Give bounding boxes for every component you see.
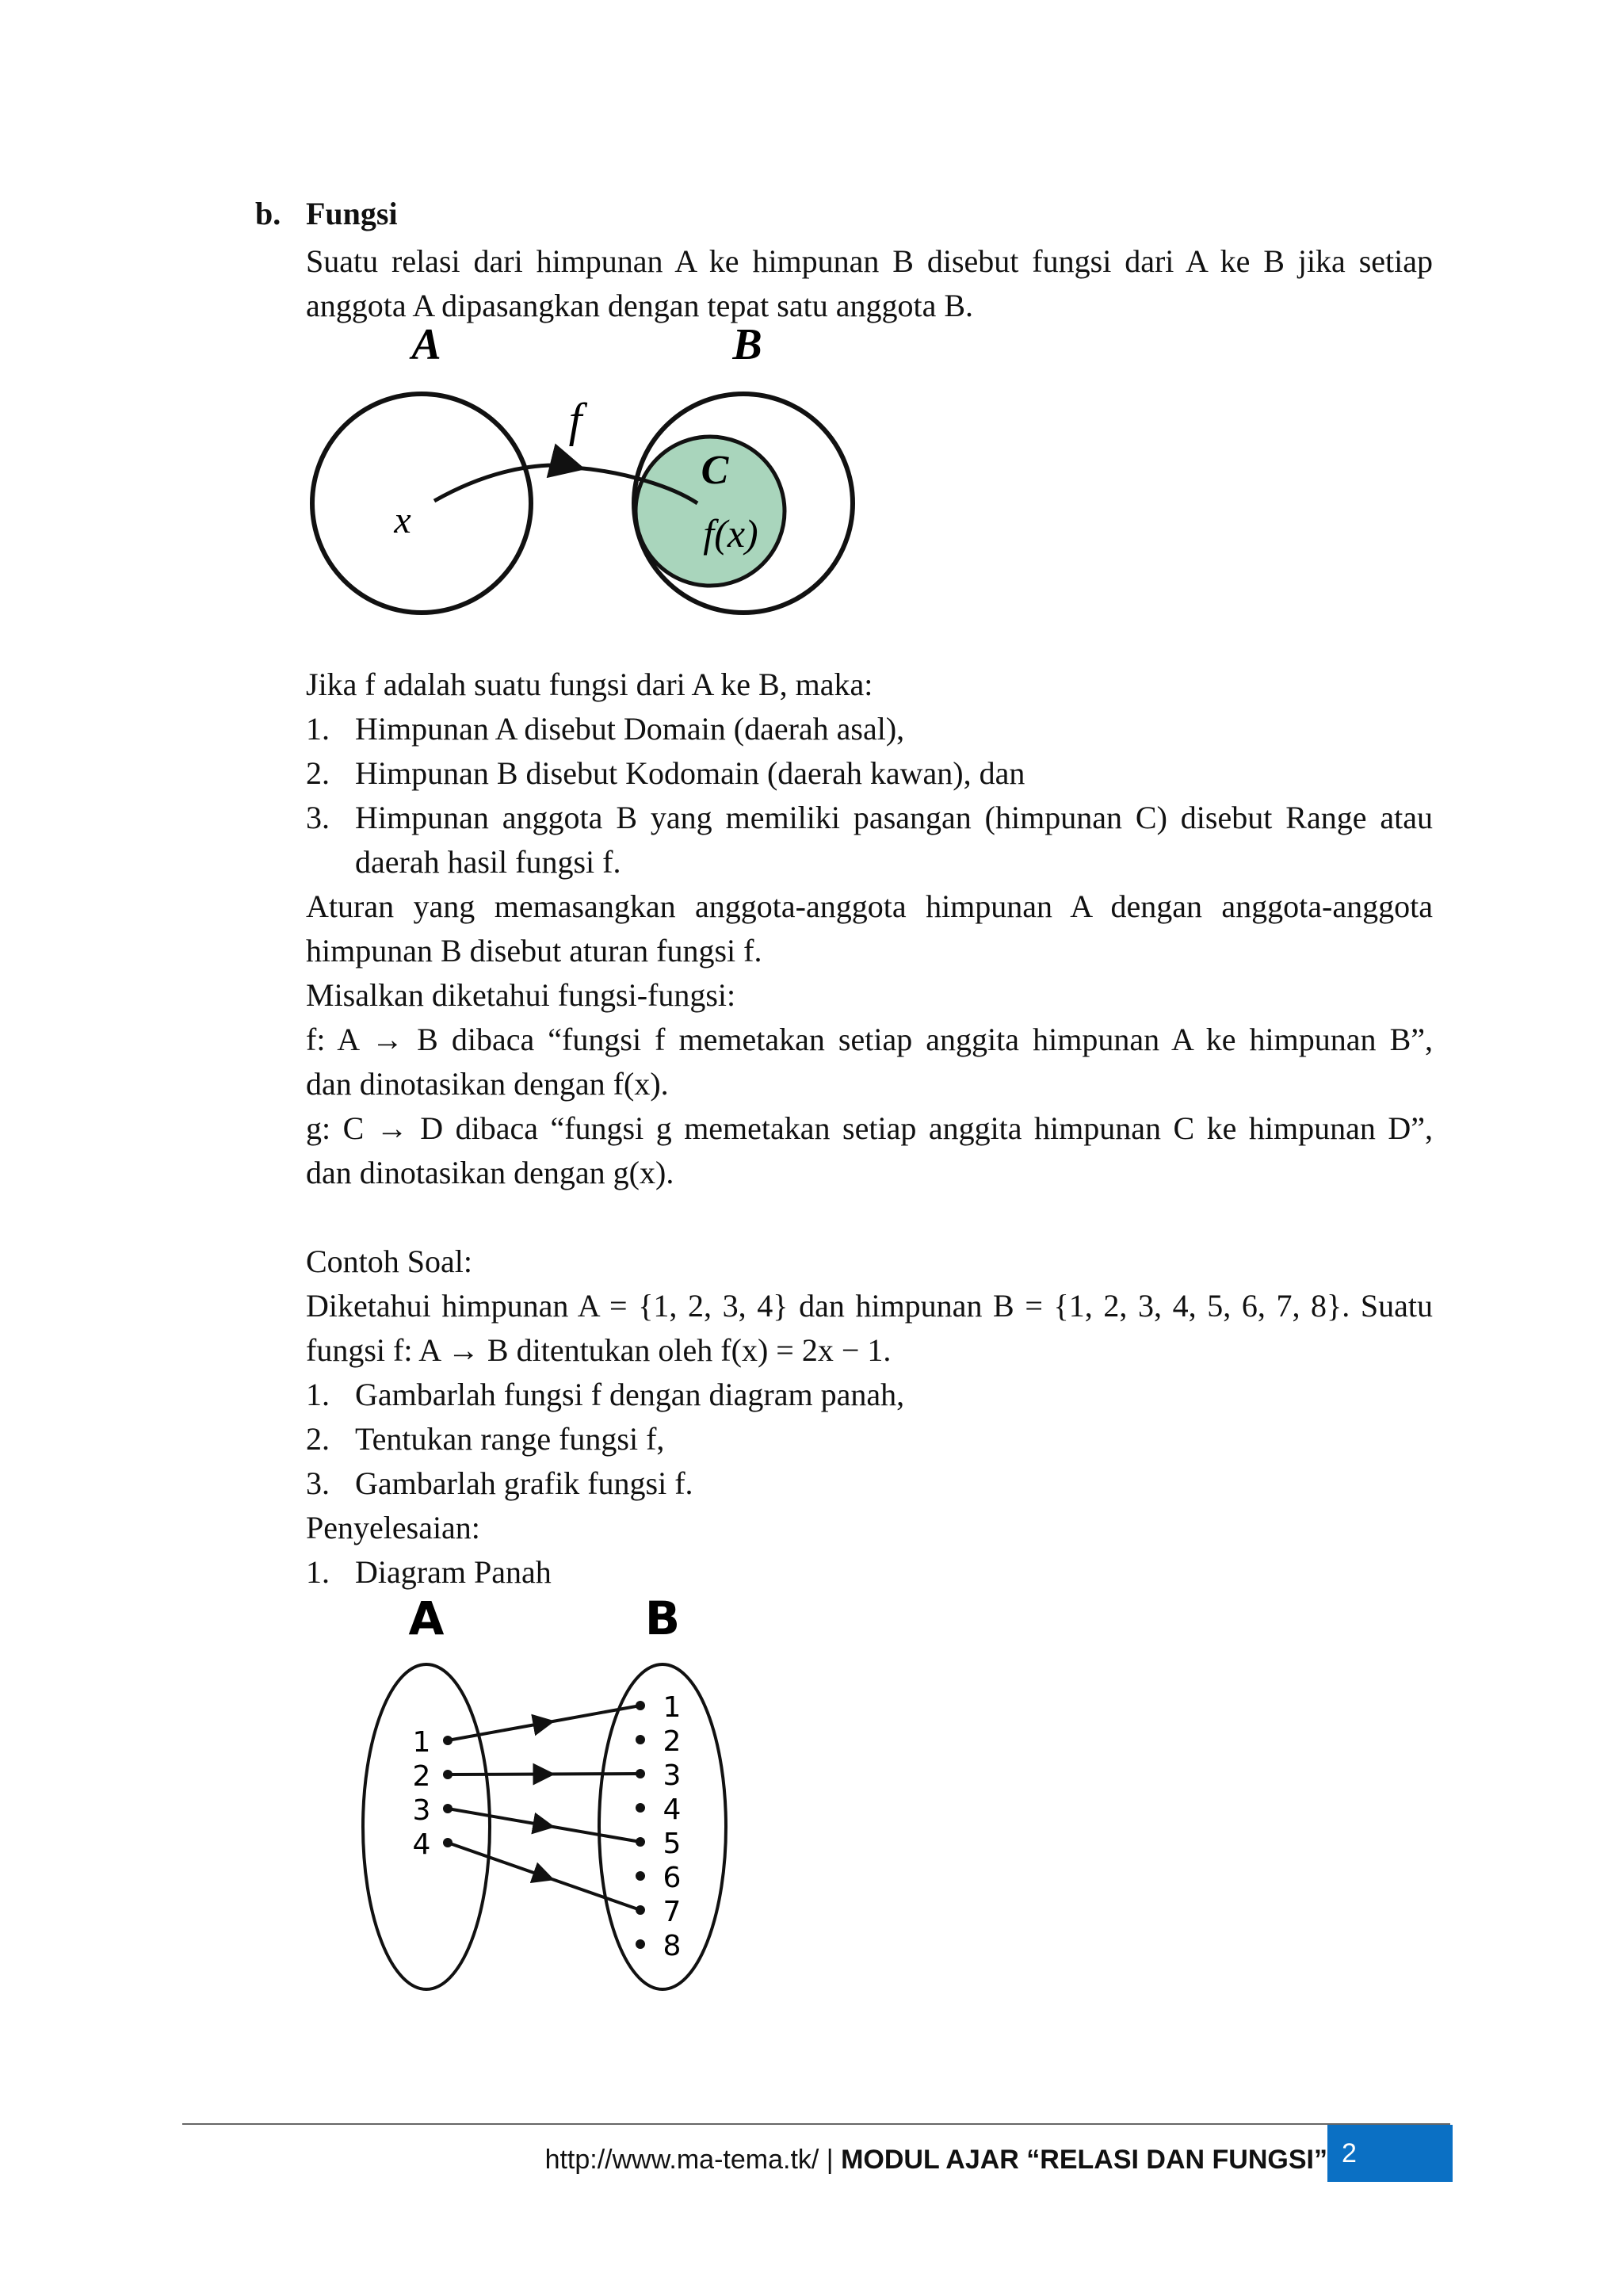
set-a-circle — [312, 394, 531, 613]
codomain-element-dot — [636, 1735, 645, 1744]
example-heading: Contoh Soal: — [306, 1244, 473, 1279]
example-given-line-2: fungsi f: A → B ditentukan oleh f(x) = 2x − 1. — [306, 1332, 892, 1368]
properties-intro: Jika f adalah suatu fungsi dari A ke B, maka: — [306, 667, 873, 702]
arrow-diagram — [0, 1585, 1623, 2013]
property-item-2: 2. Himpunan B disebut Kodomain (daerah kawan), dan — [306, 755, 1025, 791]
domain-element-label: 4 — [412, 1828, 431, 1861]
footer-separator: | — [819, 2145, 842, 2175]
definition-line-2: anggota A dipasangkan dengan tepat satu anggota B. — [306, 288, 974, 323]
rule-line-1: Aturan yang memasangkan anggota-anggota himpunan A dengan anggota-anggota — [306, 888, 1433, 924]
arrow-set-a-label: A — [408, 1591, 445, 1645]
element-fx: f(x) — [703, 511, 758, 556]
solution-item-1: 1. Diagram Panah — [306, 1554, 552, 1590]
codomain-element-label: 4 — [663, 1794, 682, 1826]
task-item-1: 1. Gambarlah fungsi f dengan diagram panah, — [306, 1377, 905, 1412]
codomain-element-label: 5 — [663, 1828, 682, 1860]
solution-heading: Penyelesaian: — [306, 1510, 480, 1545]
rule-line-2: himpunan B disebut aturan fungsi f. — [306, 933, 762, 968]
footer-rule — [182, 2123, 1450, 2125]
task-item-3: 3. Gambarlah grafik fungsi f. — [306, 1465, 693, 1501]
footer-url[interactable]: http://www.ma-tema.tk/ — [544, 2145, 819, 2175]
domain-element-label: 3 — [412, 1794, 431, 1827]
set-b-label: B — [732, 320, 762, 369]
domain-element-label: 2 — [412, 1760, 431, 1793]
notation-intro: Misalkan diketahui fungsi-fungsi: — [306, 977, 736, 1013]
mapping-arrow — [448, 1774, 640, 1775]
codomain-element-label: 2 — [663, 1725, 682, 1758]
domain-element-label: 1 — [412, 1726, 431, 1759]
notation-g-line-1: g: C → D dibaca “fungsi g memetakan setiap anggita himpunan C ke himpunan D”, — [306, 1110, 1433, 1146]
codomain-element-label: 6 — [663, 1862, 682, 1894]
property-item-3: 3. Himpunan anggota B yang memiliki pasangan (himpunan C) disebut Range atau daerah hasil fungsi f. — [306, 800, 1433, 880]
arrow-label-f: f — [568, 394, 582, 446]
section-label: b. — [255, 196, 281, 231]
codomain-element-dot — [636, 1803, 645, 1813]
example-given-line-1: Diketahui himpunan A = {1, 2, 3, 4} dan himpunan B = {1, 2, 3, 4, 5, 6, 7, 8}. Suatu — [306, 1288, 1433, 1324]
codomain-element-dot — [636, 1939, 645, 1949]
codomain-element-label: 8 — [663, 1930, 682, 1962]
set-a-label: A — [411, 320, 441, 369]
footer-title: MODUL AJAR “RELASI DAN FUNGSI” — [841, 2145, 1327, 2175]
mapping-arrow — [448, 1809, 640, 1842]
mapping-arrow — [434, 465, 579, 501]
property-item-1: 1. Himpunan A disebut Domain (daerah asal), — [306, 711, 905, 747]
element-x: x — [394, 499, 411, 541]
codomain-element-label: 7 — [663, 1896, 682, 1928]
footer-text — [545, 2132, 1327, 2187]
section-title: Fungsi — [306, 196, 398, 231]
mapping-arrow — [448, 1843, 640, 1910]
definition-line-1: Suatu relasi dari himpunan A ke himpunan B disebut fungsi dari A ke B jika setiap — [306, 243, 1433, 279]
codomain-element-label: 1 — [663, 1691, 682, 1724]
task-item-2: 2. Tentukan range fungsi f, — [306, 1421, 665, 1457]
codomain-element-label: 3 — [663, 1759, 682, 1792]
arrow-set-b-label: B — [644, 1591, 681, 1645]
notation-f-line-1: f: A → B dibaca “fungsi f memetakan setiap anggita himpunan A ke himpunan B”, — [306, 1022, 1433, 1057]
codomain-element-dot — [636, 1871, 645, 1881]
set-c-label: C — [701, 448, 729, 493]
function-venn-diagram — [0, 317, 1623, 666]
notation-f-line-2: dan dinotasikan dengan f(x). — [306, 1066, 669, 1102]
notation-g-line-2: dan dinotasikan dengan g(x). — [306, 1155, 674, 1190]
page-number: 2 — [1327, 2125, 1453, 2182]
domain-ellipse — [363, 1664, 490, 1989]
section-heading — [255, 195, 398, 232]
